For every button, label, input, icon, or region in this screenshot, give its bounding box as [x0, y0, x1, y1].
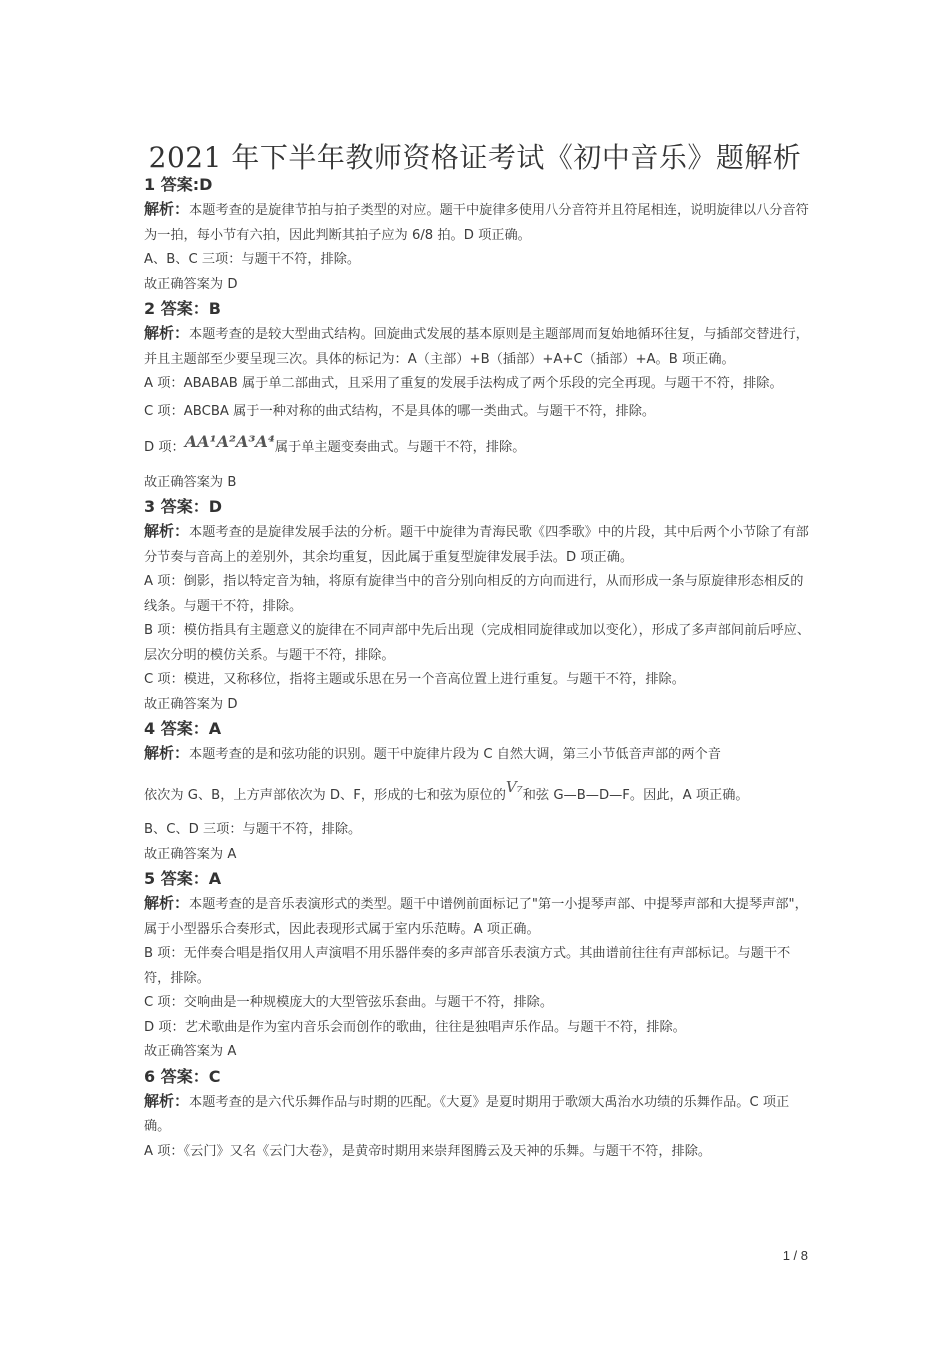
question-2-analysis [144, 321, 812, 372]
variation-formula: AA¹A²A³A⁴ [184, 432, 275, 451]
option-text: B 项：模仿指具有主题意义的旋律在不同声部中先后出现（完成相同旋律或加以变化），形成了多声部间前后呼应、层次分明的模仿关系。与题干不符，排除。 [144, 623, 811, 663]
option-text: B 项：无伴奏合唱是指仅用人声演唱不用乐器伴奏的多声部音乐表演方式。其曲谱前往往有声部标记。与题干不符，排除。 [144, 946, 791, 986]
question-1 [144, 173, 812, 297]
option-text: A 项：倒影，指以特定音为轴，将原有旋律当中的音分别向相反的方向而进行，从而形成一条与原旋律形态相反的线条。与题干不符，排除。 [144, 574, 804, 614]
question-4-answer: 4 答案：A [144, 719, 222, 738]
question-3-analysis [144, 519, 812, 570]
question-6-analysis [144, 1089, 812, 1140]
page-number: 1 / 8 [782, 1248, 808, 1263]
analysis-text: 和弦 G—B—D—F。因此，A 项正确。 [522, 787, 749, 803]
question-3-answer: 3 答案：D [144, 497, 222, 516]
option-text: A、B、C 三项：与题干不符，排除。 [144, 252, 361, 267]
analysis-label: 解析： [144, 1091, 190, 1110]
question-3 [144, 495, 812, 717]
question-1-analysis [144, 197, 812, 248]
analysis-text: 本题考查的是音乐表演形式的类型。题干中谱例前面标记了"第一小提琴声部、中提琴声部和大提琴声部"，属于小型器乐合奏形式，因此表现形式属于室内乐范畴。A 项正确。 [144, 897, 808, 937]
question-5 [144, 867, 812, 1065]
conclusion-text: 故正确答案为 D [144, 276, 238, 292]
conclusion-text: 故正确答案为 D [144, 696, 238, 712]
option-text: C 项：ABCBA 属于一种对称的曲式结构，不是具体的哪一类曲式。与题干不符，排除。 [144, 403, 656, 419]
analysis-label: 解析： [144, 324, 190, 342]
option-text: C 项：交响曲是一种规模庞大的大型管弦乐套曲。与题干不符，排除。 [144, 995, 554, 1010]
page-title: 2021 年下半年教师资格证考试《初中音乐》题解析 [148, 141, 802, 174]
question-2 [144, 297, 812, 495]
question-5-answer: 5 答案：A [144, 869, 222, 888]
question-6-answer: 6 答案：C [144, 1066, 221, 1086]
option-text: D 项：艺术歌曲是作为室内音乐会而创作的歌曲，往往是独唱声乐作品。与题干不符，排除。 [144, 1019, 686, 1035]
option-text: B、C、D 三项：与题干不符，排除。 [144, 822, 362, 837]
option-text: C 项：模进，又称移位，指将主题或乐思在另一个音高位置上进行重复。与题干不符，排除。 [144, 672, 685, 687]
option-d-prefix: D 项： [144, 440, 185, 455]
analysis-text: 依次为 G、B，上方声部依次为 D、F，形成的七和弦为原位的 [144, 787, 506, 803]
question-4-analysis [144, 741, 812, 768]
analysis-text: 本题考查的是旋律节拍与拍子类型的对应。题干中旋律多使用八分音符并且符尾相连，说明旋律以八分音符为一拍，每小节有六拍，因此判断其拍子应为 6/8 拍。D 项正确。 [144, 203, 809, 243]
option-d-suffix: 属于单主题变奏曲式。与题干不符，排除。 [274, 440, 526, 455]
analysis-label: 解析： [144, 894, 190, 912]
analysis-label: 解析： [144, 200, 190, 218]
option-d-text [144, 434, 812, 461]
question-4 [144, 717, 812, 867]
analysis-text: 本题考查的是和弦功能的识别。题干中旋律片段为 C 自然大调，第三小节低音声部的两个音 [189, 747, 721, 762]
question-5-analysis [144, 891, 812, 942]
option-text: A 项：《云门》又名《云门大卷》，是黄帝时期用来崇拜图腾云及天神的乐舞。与题干不符，排除。 [144, 1143, 712, 1159]
analysis-label: 解析： [144, 522, 190, 540]
chord-symbol: V₇ [505, 777, 523, 796]
question-6 [144, 1065, 812, 1165]
conclusion-text: 故正确答案为 A [144, 1044, 237, 1059]
analysis-text: 本题考查的是旋律发展手法的分析。题干中旋律为青海民歌《四季歌》中的片段，其中后两个小节除了有部分节奏与音高上的差别外，其余均重复，因此属于重复型旋律发展手法。D 项正确。 [144, 525, 809, 565]
option-text: A 项：ABABAB 属于单二部曲式，且采用了重复的发展手法构成了两个乐段的完全再现。与题干不符，排除。 [144, 376, 783, 391]
question-2-answer: 2 答案：B [144, 299, 221, 318]
conclusion-text: 故正确答案为 A [144, 846, 237, 862]
analysis-continued [144, 777, 812, 809]
answer-content [144, 173, 812, 1164]
analysis-text: 本题考查的是较大型曲式结构。回旋曲式发展的基本原则是主题部周而复始地循环往复，与插部交替进行，并且主题部至少要呈现三次。具体的标记为：A（主部）+B（插部）+A+C（插部）+A。B 项正确。 [144, 327, 809, 367]
question-1-answer: 1 答案:D [144, 175, 213, 194]
analysis-label: 解析： [144, 744, 190, 762]
conclusion-text: 故正确答案为 B [144, 474, 237, 490]
analysis-text: 本题考查的是六代乐舞作品与时期的匹配。《大夏》是夏时期用于歌颂大禹治水功绩的乐舞作品。C 项正确。 [144, 1094, 790, 1134]
